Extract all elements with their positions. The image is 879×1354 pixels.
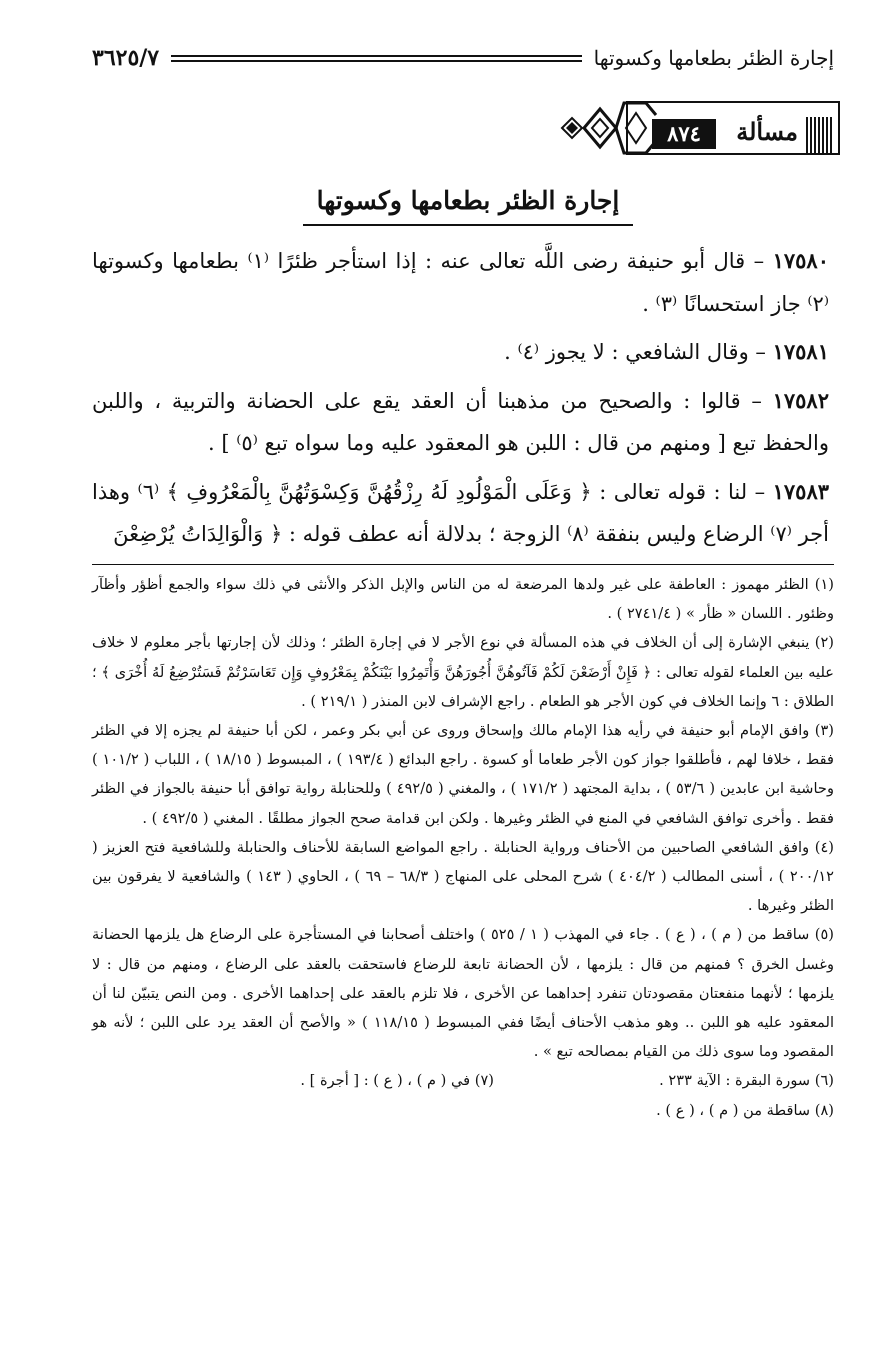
masala-banner <box>560 95 840 161</box>
footnote: (١) الظئر مهموز : العاطفة على غير ولدها المرضعة له من الناس والإبل الذكر والأنثى في ذلك سواء والجمع أظؤر وأظآر وظئور . اللسان « ظأر » ( ٢٧٤١/٤ ) . <box>92 576 834 623</box>
running-header <box>92 40 834 76</box>
masala-number: ٨٧٤ <box>652 119 716 149</box>
main-text <box>92 240 829 556</box>
footnote-separator <box>92 564 834 565</box>
footnote-row <box>92 1066 834 1095</box>
paragraph-text: – وقال الشافعي : لا يجوز ⁽٤⁾ . <box>504 340 773 364</box>
paragraph-number: ١٧٥٨٢ <box>772 387 829 413</box>
page-number: ٣٦٢٥/٧ <box>92 45 160 71</box>
masala-label: مسألة <box>736 117 798 146</box>
paragraph-text: – قالوا : والصحيح من مذهبنا أن العقد يقع على الحضانة والتربية ، واللبن والحفظ تبع [ ومنهم من قال : اللبن هو المعقود عليه وما سواه تبع ⁽٥⁾ ] . <box>92 388 829 455</box>
paragraph-number: ١٧٥٨١ <box>772 339 829 364</box>
footnotes <box>92 570 834 1125</box>
header-rule <box>171 55 582 62</box>
title-underline <box>303 224 633 226</box>
footnote: (٣) وافق الإمام أبو حنيفة في رأيه هذا الإمام مالك وإسحاق وروى عن أبي بكر وعمر ، لكن أبا حنيفة لم يجزه إلا في الظئر فقط ، خلافا لهم ، فأطلقوا جواز كون الأجر طعاما أو كسوة . راجع البدائع ( ١٩٣/٤ ) ، المبسوط ( ١٨/١٥ ) ، اللباب ( ١٠١/٢ ) وحاشية ابن عابدين ( ٥٣/٦ ) ، بداية المجتهد ( ١٧١/٢ ) ، والمغني ( ٤٩٢/٥ ) وللحنابلة رواية توافق أبا حنيفة بالجواز في الظئر فقط . وأخرى توافق الشافعي في المنع في الظئر وغيرها . ولكن ابن قدامة صحح الجواز مطلقًا . المغني ( ٤٩٢/٥ ) . <box>92 722 834 827</box>
paragraph <box>92 331 829 374</box>
masala-bars-ornament <box>806 117 832 153</box>
footnote: (٨) ساقطة من ( م ) ، ( ع ) . <box>656 1101 834 1119</box>
paragraph <box>92 471 829 556</box>
footnote: (٤) وافق الشافعي الصاحبين من الأحناف ورواية الحنابلة . راجع المواضع السابقة للأحناف والحنابلة وللشافعية فتح العزيز ( ٢٠٠/١٢ ) ، أسنى المطالب ( ٤٠٤/٢ ) شرح المحلى على المنهاج ( ٦٨/٣ – ٦٩ ) ، الحاوي ( ١٤٣ ) والشافعية لا يفرقون بين الظئر وغيرها . <box>92 838 834 915</box>
paragraph-text: – لنا : قوله تعالى : ﴿ وَعَلَى الْمَوْلُودِ لَهُ رِزْقُهُنَّ وَكِسْوَتُهُنَّ بِالْمَعْرُوفِ ﴾ ⁽٦⁾ وهذا أجر ⁽٧⁾ الرضاع وليس بنفقة ⁽٨⁾ الزوجة ؛ بدلالة أنه عطف قوله : ﴿ وَالْوَالِدَاتُ يُرْضِعْنَ <box>92 479 829 546</box>
ornament-icon <box>560 95 660 161</box>
footnote: (٢) ينبغي الإشارة إلى أن الخلاف في هذه المسألة في نوع الأجر لا في إجارة الظئر ؛ وذلك لأن إجارتها بأجر معلوم لا خلاف عليه بين العلماء لقوله تعالى : ﴿ فَإِنْ أَرْضَعْنَ لَكُمْ فَآتُوهُنَّ أُجُورَهُنَّ وَأْتَمِرُوا بَيْنَكُمْ بِمَعْرُوفٍ وَإِن تَعَاسَرْتُمْ فَسَتُرْضِعُ لَهُ أُخْرَى ﴾ ؛ الطلاق : ٦ وإنما الخلاف في كون الأجر هو الطعام . راجع الإشراف لابن المنذر ( ٢١٩/١ ) . <box>92 634 834 710</box>
chapter-title: إجارة الظئر بطعامها وكسوتها <box>316 186 620 215</box>
paragraph <box>92 240 829 325</box>
paragraph-text: – قال أبو حنيفة رضى اللَّه تعالى عنه : إذا استأجر ظئرًا ⁽١⁾ بطعامها وكسوتها ⁽٢⁾ جاز استحسانًا ⁽٣⁾ . <box>92 249 829 316</box>
footnote: (٧) في ( م ) ، ( ع ) : [ أجرة ] . <box>300 1072 494 1090</box>
paragraph <box>92 380 829 465</box>
footnote: (٦) سورة البقرة : الآية ٢٣٣ . <box>659 1072 834 1090</box>
paragraph-number: ١٧٥٨٣ <box>772 478 830 504</box>
paragraph-number: ١٧٥٨٠ <box>772 248 829 273</box>
footnote: (٥) ساقط من ( م ) ، ( ع ) . جاء في المهذب ( ١ / ٥٢٥ ) واختلف أصحابنا في المستأجرة على الرضاع هل يلزمها الحضانة وغسل الخرق ؟ فمنهم من قال : يلزمها ، لأن الحضانة تابعة للرضاع فاستحقت بالعقد على الرضاع ، ومنهم من قال : لا يلزمها ؛ لأنهما منفعتان مقصودتان تنفرد إحداهما عن الأخرى ، فلا تلزم بالعقد على إحداهما الأخرى . ومن النص يتبيّن لنا أن المعقود عليه هو اللبن .. وهو مذهب الأحناف أيضًا ففي المبسوط ( ١١٨/١٥ ) « والأصح أن العقد يرد على اللبن ؛ لأنه هو المقصود وما سوى ذلك من القيام بمصالحه تبع » . <box>92 926 835 1061</box>
running-title: إجارة الظئر بطعامها وكسوتها <box>593 46 834 70</box>
